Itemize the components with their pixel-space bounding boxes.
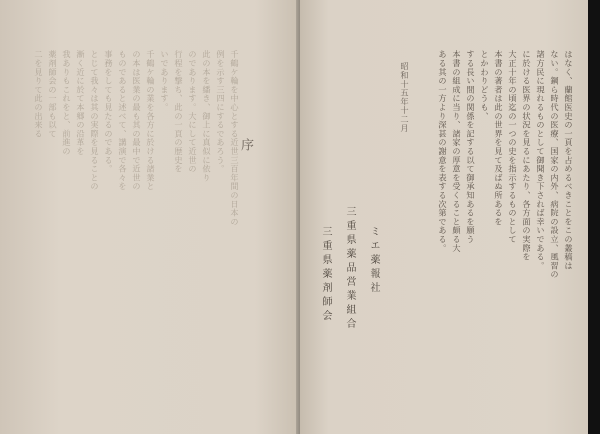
right-body-col: はなく、蘭館医史の一頁を占めるべきことをこの叢稿は [564, 50, 574, 270]
right-body-col: 本書の著者は此の世界を見て及ばぬ所あるを [494, 50, 504, 226]
right-page [300, 0, 588, 434]
organization-name: ミエ薬報社 [368, 226, 379, 296]
left-body-col: のであります。大にして近世の [188, 50, 198, 174]
left-body-col: 千鶴ケ輪を中心とする近世三百年間の日本の [230, 50, 240, 226]
left-body-col: 此の本を繙き、御上に真似に依り [202, 50, 212, 182]
right-body-col: 本書の組成に当り、諸家の厚意を受くること頗る大 [452, 50, 462, 253]
organization-name: 三重県薬剤師会 [320, 226, 331, 324]
right-body-col: ない。鋼ら時代の医療、国家の内外、病院の設立、風習の [550, 50, 560, 279]
left-body-col: 二を見りて此の出来る [34, 50, 44, 138]
right-body-col: に於ける医界の状況を見るにあたり、各方面の実際を [522, 50, 532, 262]
organization-name: 三重県薬品営業組合 [344, 206, 355, 332]
left-body-col: の本は医業の最も其の最中で近世の [132, 50, 142, 191]
left-body-col: 行程を撃ち、此の一頁の歴史を [174, 50, 184, 174]
scan-border [588, 0, 600, 434]
left-body-col: 例を示す三四にするであろう。 [216, 50, 226, 174]
left-body-col: とじて我々は其の実際を見ることの [90, 50, 100, 191]
left-body-col: 漸く近に於て本郷の沿革を [76, 50, 86, 156]
right-body-col: とかわりどうも、 [480, 50, 490, 121]
date-line: 昭和十五年十二月 [400, 62, 410, 133]
left-body-col: ものであると述べて、講演で各々を [118, 50, 128, 191]
right-body-col: 大正十年の頃迄の一つの史を指示するものとして [508, 50, 518, 244]
left-body-col: 事務をしても見たるのである。 [104, 50, 114, 174]
left-body-col: 千鶴ケ輪の業を各方に於ける諸業と [146, 50, 156, 191]
right-body-col: する長い間の関係を記する以て御承知あるを願う [466, 50, 476, 244]
right-body-col: 諸方民に現れるものとして御聞き下されば幸いである。 [536, 50, 546, 270]
preface-heading: 序 [238, 138, 253, 153]
right-body-col: ある其の一方より深甚の謝意を表する次第である。 [438, 50, 448, 253]
left-body-col: 我ありもこれをと、前進の [62, 50, 72, 156]
left-body-col: 薬剤師会の一部も以て [48, 50, 58, 138]
left-body-col: いであります。 [160, 50, 170, 112]
